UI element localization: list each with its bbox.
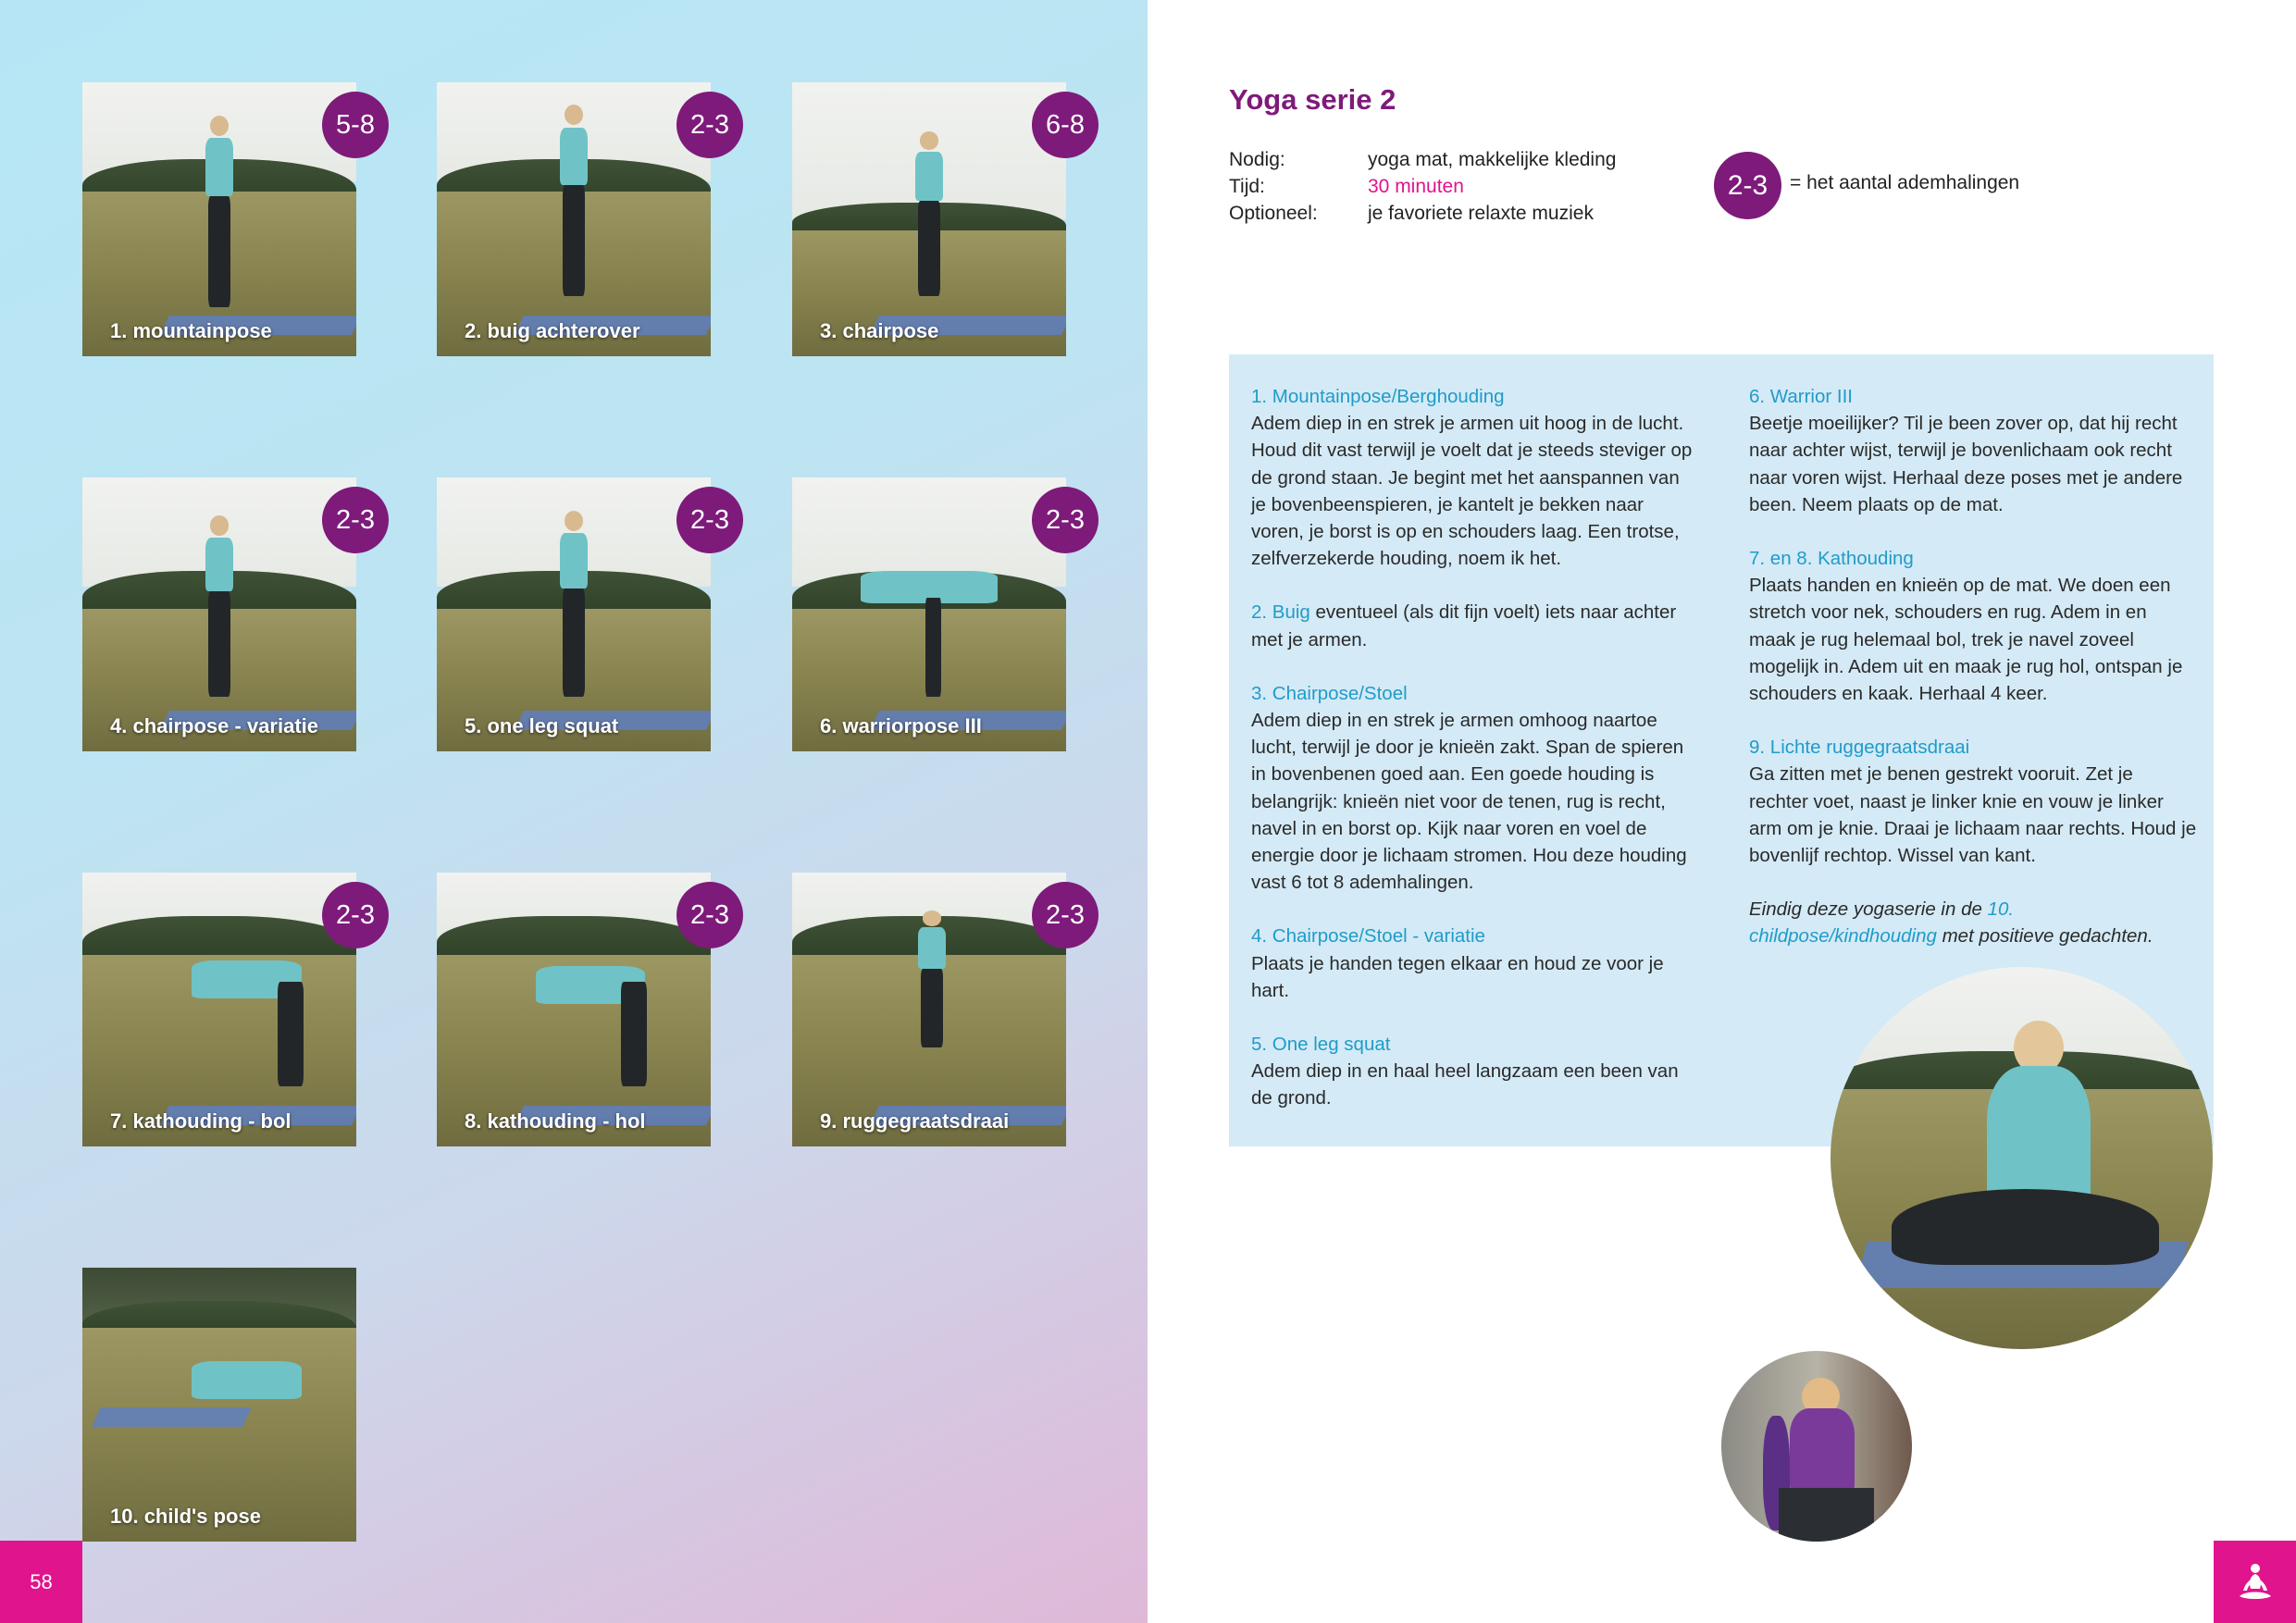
breath-count-badge: 5-8 — [322, 92, 389, 158]
instruction-7 — [1749, 545, 2197, 707]
pose-caption: 7. kathouding - bol — [110, 1109, 292, 1133]
legend-text: = het aantal ademhalingen — [1790, 172, 2020, 193]
instruction-text: Adem diep in en strek je armen omhoog naartoe lucht, terwijl je door je knieën zakt. Span de spieren in bovenbenen goed aan. Een goede houding is belangrijk: knieën niet voor de tenen, rug is recht, navel in en borst op. Kijk naar voren en voel de energie door je lichaam stromen. Hou deze houding vast 6 tot 8 ademhalingen. — [1251, 710, 1687, 894]
instruction-heading: 2. Buig — [1251, 601, 1310, 624]
instruction-heading: 9. Lichte ruggegraatsdraai — [1749, 737, 1970, 759]
pose-photo-1 — [82, 82, 356, 356]
instruction-heading: 4. Chairpose/Stoel - variatie — [1251, 925, 1485, 948]
instructions-column-2 — [1749, 383, 2197, 977]
outro-part: Eindig deze yogaserie in de — [1749, 898, 1988, 921]
instruction-text: Plaats je handen tegen elkaar en houd ze voor je hart. — [1251, 952, 1664, 1001]
pose-caption: 4. chairpose - variatie — [110, 714, 318, 737]
instruction-text: Adem diep in en strek je armen uit hoog in de lucht. Houd dit vast terwijl je voelt dat je steeds steviger op de grond staan. Je begint met het aanspannen van je bovenbeenspieren, je kantelt je bekken naar voren, je borst is op en schouders laag. Een trotse, zelfverzekerde houding, noem ik het. — [1251, 413, 1693, 570]
pose-photo-3 — [792, 82, 1066, 356]
breath-count-badge: 2-3 — [322, 487, 389, 553]
instruction-6 — [1749, 383, 2197, 518]
instruction-text: eventueel (als dit fijn voelt) iets naar achter met je armen. — [1251, 601, 1677, 650]
instruction-text: Beetje moeilijker? Til je been zover op, dat hij recht naar achter wijst, terwijl je bovenlichaam ook recht naar voren wijst. Herhaal deze poses met je andere been. Neem plaats op de mat. — [1749, 413, 2183, 515]
instruction-text: Plaats handen en knieën op de mat. We doen een stretch voor nek, schouders en rug. Adem in en maak je rug helemaal bol, trek je navel zoveel mogelijk in. Adem uit en maak je rug hol, ontspan je schouders en kaak. Herhaal 4 keer. — [1749, 575, 2183, 705]
pose-caption: 8. kathouding - hol — [465, 1109, 646, 1133]
page-title: Yoga serie 2 — [1229, 83, 1396, 116]
breath-count-badge: 6-8 — [1032, 92, 1098, 158]
nodig-value: yoga mat, makkelijke kleding — [1368, 149, 1617, 170]
pose-caption: 1. mountainpose — [110, 319, 272, 342]
optioneel-label: Optioneel: — [1229, 203, 1318, 224]
pose-photo-6 — [792, 477, 1066, 751]
breath-count-badge: 2-3 — [676, 487, 743, 553]
instruction-heading: 1. Mountainpose/Berghouding — [1251, 386, 1505, 407]
childpose-link[interactable]: 10. childpose/kindhouding — [1749, 898, 2015, 948]
outro-part: met positieve gedachten. — [1936, 925, 2153, 948]
author-photo — [1721, 1351, 1912, 1542]
pose-photo-5 — [437, 477, 711, 751]
breath-count-badge: 2-3 — [676, 92, 743, 158]
instruction-3 — [1251, 680, 1699, 897]
pose-photo-9 — [792, 873, 1066, 1146]
instruction-2 — [1251, 599, 1699, 652]
page-number: 58 — [0, 1541, 82, 1623]
breath-count-badge: 2-3 — [676, 882, 743, 948]
pose-photo-4 — [82, 477, 356, 751]
pose-caption: 10. child's pose — [110, 1505, 261, 1528]
instruction-1 — [1251, 383, 1699, 572]
optioneel-value: je favoriete relaxte muziek — [1368, 203, 1594, 224]
instruction-heading: 7. en 8. Kathouding — [1749, 548, 1914, 570]
instruction-4 — [1251, 923, 1699, 1004]
breath-count-badge: 2-3 — [322, 882, 389, 948]
instructions-column-1 — [1251, 383, 1699, 1139]
pose-caption: 2. buig achterover — [465, 319, 640, 342]
nodig-label: Nodig: — [1229, 149, 1285, 170]
breath-count-badge: 2-3 — [1032, 882, 1098, 948]
lotus-yoga-icon — [2214, 1541, 2296, 1623]
pose-photo-10 — [82, 1268, 356, 1542]
instruction-text: Ga zitten met je benen gestrekt vooruit. Zet je rechter voet, naast je linker knie en vouw je linker arm om je knie. Draai je lichaam naar rechts. Houd je bovenlijf rechtop. Wissel van kant. — [1749, 763, 2197, 867]
pose-caption: 6. warriorpose III — [820, 714, 982, 737]
instruction-5 — [1251, 1031, 1699, 1112]
pose-photo-7 — [82, 873, 356, 1146]
tijd-value: 30 minuten — [1368, 176, 1464, 197]
pose-caption: 5. one leg squat — [465, 714, 619, 737]
meditation-photo — [1831, 967, 2213, 1349]
pose-photo-8 — [437, 873, 711, 1146]
instruction-text: Adem diep in en haal heel langzaam een been van de grond. — [1251, 1060, 1679, 1109]
tijd-label: Tijd: — [1229, 176, 1265, 197]
pose-caption: 9. ruggegraatsdraai — [820, 1109, 1010, 1133]
instruction-heading: 6. Warrior III — [1749, 386, 1853, 407]
pose-photo-2 — [437, 82, 711, 356]
instruction-heading: 3. Chairpose/Stoel — [1251, 682, 1408, 704]
pose-caption: 3. chairpose — [820, 319, 939, 342]
instruction-9 — [1749, 734, 2197, 869]
breath-count-badge: 2-3 — [1032, 487, 1098, 553]
legend-badge: 2-3 — [1714, 152, 1781, 219]
outro-text — [1749, 896, 2197, 949]
instruction-heading: 5. One leg squat — [1251, 1034, 1391, 1056]
